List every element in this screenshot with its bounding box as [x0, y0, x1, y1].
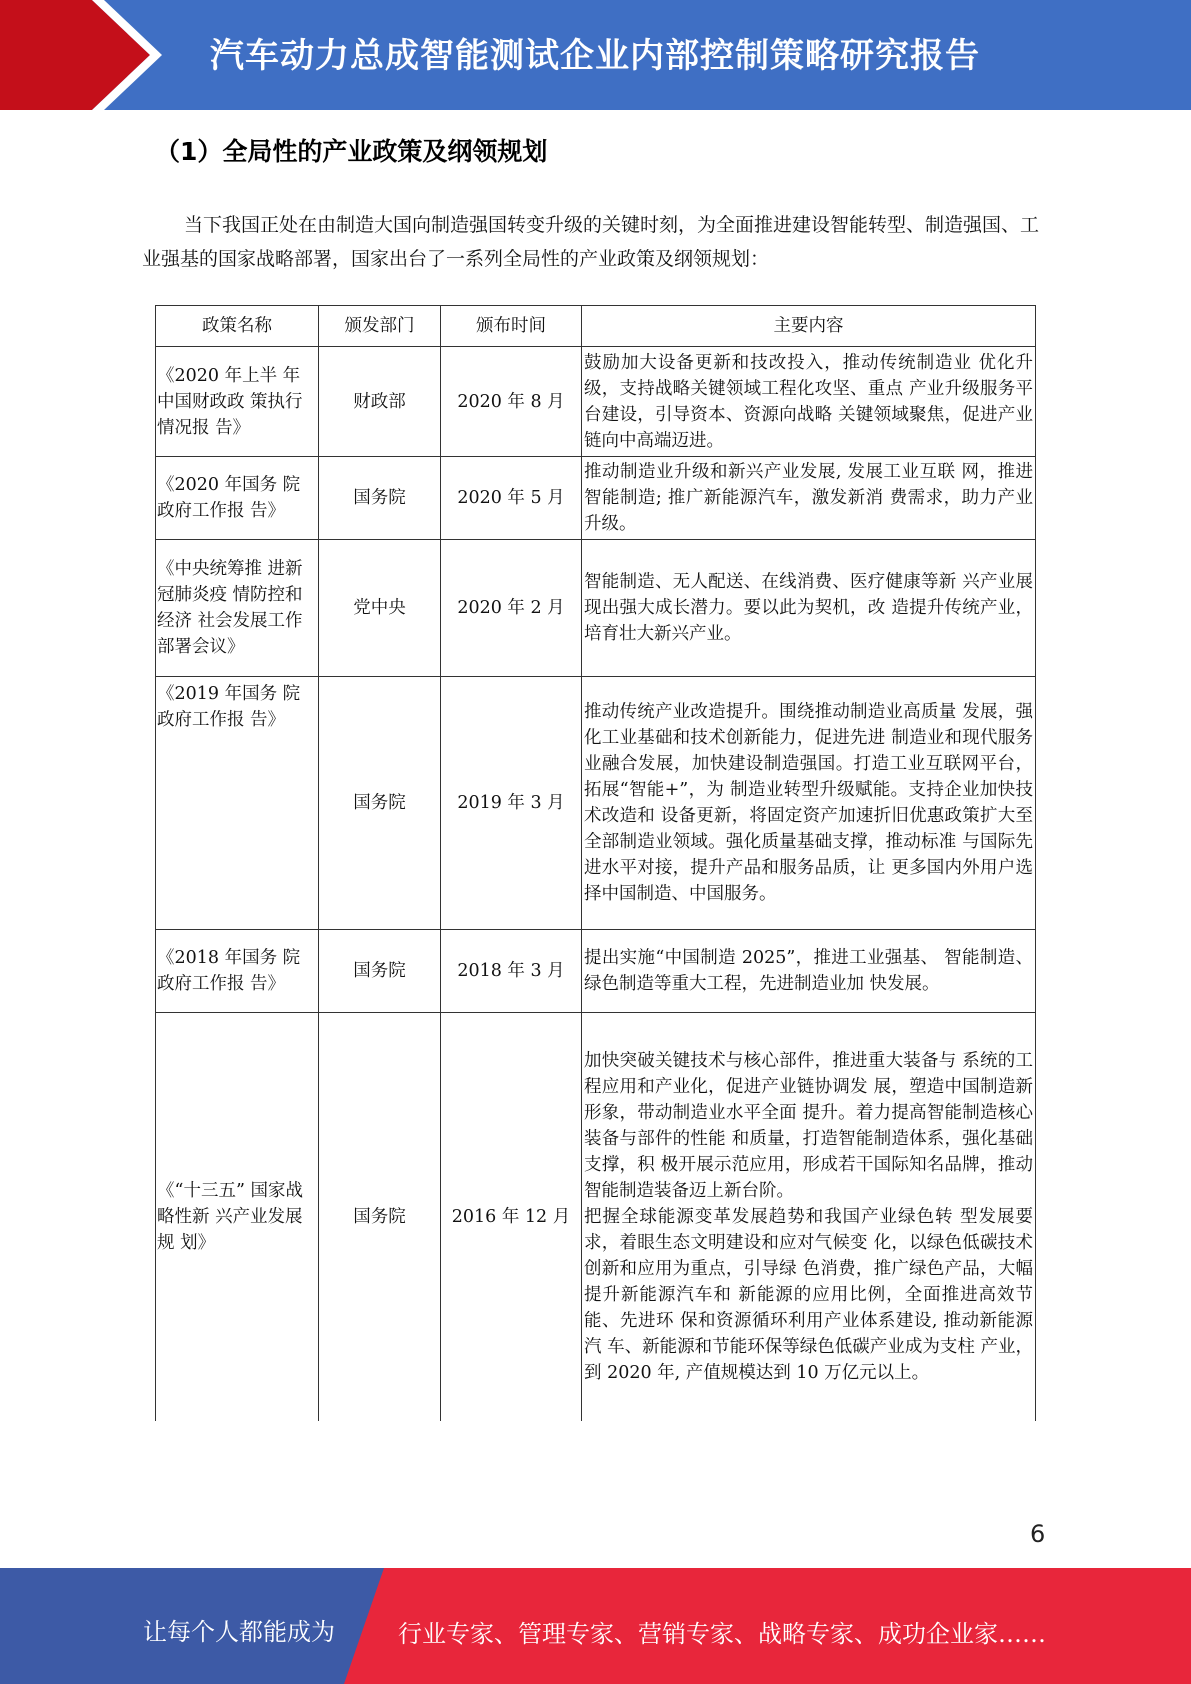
content-cell: 推动制造业升级和新兴产业发展, 发展工业互联 网，推进智能制造; 推广新能源汽车，激发新消 费需求，助力产业升级。 [582, 457, 1036, 540]
department-cell: 国务院 [319, 457, 441, 540]
table-row [156, 540, 1036, 677]
department-cell: 国务院 [319, 677, 441, 930]
policy-name-cell: 《“十三五” 国家战略性新 兴产业发展规 划》 [156, 1013, 319, 1421]
table-header-row [156, 306, 1036, 347]
table-row [156, 1013, 1036, 1421]
date-cell: 2019 年 3 月 [441, 677, 582, 930]
content-cell: 鼓励加大设备更新和技改投入，推动传统制造业 优化升级，支持战略关键领域工程化攻坚、重点 产业升级服务平台建设，引导资本、资源向战略 关键领域聚焦，促进产业链向中高端迈进。 [582, 347, 1036, 457]
footer-slogan-left: 让每个人都能成为 [143, 1618, 335, 1646]
column-header-policy-name: 政策名称 [156, 306, 319, 347]
content-cell: 提出实施“中国制造 2025”，推进工业强基、 智能制造、绿色制造等重大工程，先进制造业加 快发展。 [582, 930, 1036, 1013]
department-cell: 国务院 [319, 1013, 441, 1421]
report-title: 汽车动力总成智能测试企业内部控制策略研究报告 [210, 36, 980, 76]
department-cell: 国务院 [319, 930, 441, 1013]
content-cell: 推动传统产业改造提升。围绕推动制造业高质量 发展，强化工业基础和技术创新能力，促进先进 制造业和现代服务业融合发展，加快建设制造强国。打造工业互联网平台，拓展“智能+”，为 制造业转型升级赋能。支持企业加快技术改造和 设备更新，将固定资产加速折旧优惠政策扩大至 全部制造业领域。强化质量基础支撑，推动标准 与国际先进水平对接，提升产品和服务品质，让 更多国内外用户选择中国制造、中国服务。 [582, 677, 1036, 930]
footer-banner [0, 1568, 1191, 1684]
table-row [156, 930, 1036, 1013]
policy-name-cell: 《2019 年国务 院政府工作报 告》 [156, 677, 319, 930]
content-cell: 智能制造、无人配送、在线消费、医疗健康等新 兴产业展现出强大成长潜力。要以此为契机，改 造提升传统产业，培育壮大新兴产业。 [582, 540, 1036, 677]
table-row [156, 457, 1036, 540]
content-paragraph: 加快突破关键技术与核心部件，推进重大装备与 系统的工程应用和产业化，促进产业链协调发 展，塑造中国制造新形象，带动制造业水平全面 提升。着力提高智能制造核心装备与部件的性能 和质量，打造智能制造体系，强化基础支撑，积 极开展示范应用，形成若干国际知名品牌，推动 智能制造装备迈上新台阶。 [584, 1050, 1033, 1201]
policy-table [155, 305, 1036, 1421]
date-cell: 2020 年 2 月 [441, 540, 582, 677]
department-cell: 财政部 [319, 347, 441, 457]
policy-name-cell: 《2018 年国务 院政府工作报 告》 [156, 930, 319, 1013]
date-cell: 2020 年 5 月 [441, 457, 582, 540]
table-row [156, 677, 1036, 930]
column-header-department: 颁发部门 [319, 306, 441, 347]
policy-name-cell: 《中央统筹推 进新冠肺炎疫 情防控和经济 社会发展工作 部署会议》 [156, 540, 319, 677]
column-header-content: 主要内容 [582, 306, 1036, 347]
date-cell: 2020 年 8 月 [441, 347, 582, 457]
column-header-date: 颁布时间 [441, 306, 582, 347]
header-banner [0, 0, 1191, 110]
date-cell: 2018 年 3 月 [441, 930, 582, 1013]
intro-paragraph: 当下我国正处在由制造大国向制造强国转变升级的关键时刻，为全面推进建设智能转型、制造强国、工业强基的国家战略部署，国家出台了一系列全局性的产业政策及纲领规划： [142, 214, 1040, 270]
department-cell: 党中央 [319, 540, 441, 677]
policy-name-cell: 《2020 年国务 院政府工作报 告》 [156, 457, 319, 540]
page-number: 6 [1030, 1520, 1046, 1548]
date-cell: 2016 年 12 月 [441, 1013, 582, 1421]
footer-slogan-right: 行业专家、管理专家、营销专家、战略专家、成功企业家…… [398, 1620, 1046, 1648]
table-row [156, 347, 1036, 457]
section-heading: （1）全局性的产业政策及纲领规划 [155, 137, 548, 166]
policy-name-cell: 《2020 年上半 年中国财政政 策执行情况报 告》 [156, 347, 319, 457]
content-paragraph: 把握全球能源变革发展趋势和我国产业绿色转 型发展要求，着眼生态文明建设和应对气候变 化，以绿色低碳技术创新和应用为重点，引导绿 色消费，推广绿色产品，大幅提升新能源汽车和 新能源的应用比例，全面推进高效节能、先进环 保和资源循环利用产业体系建设, 推动新能源汽 车、新能源和节能环保等绿色低碳产业成为支柱 产业，到 2020 年, 产值规模达到 10 万亿元以上。 [584, 1206, 1033, 1383]
content-cell [582, 1013, 1036, 1421]
